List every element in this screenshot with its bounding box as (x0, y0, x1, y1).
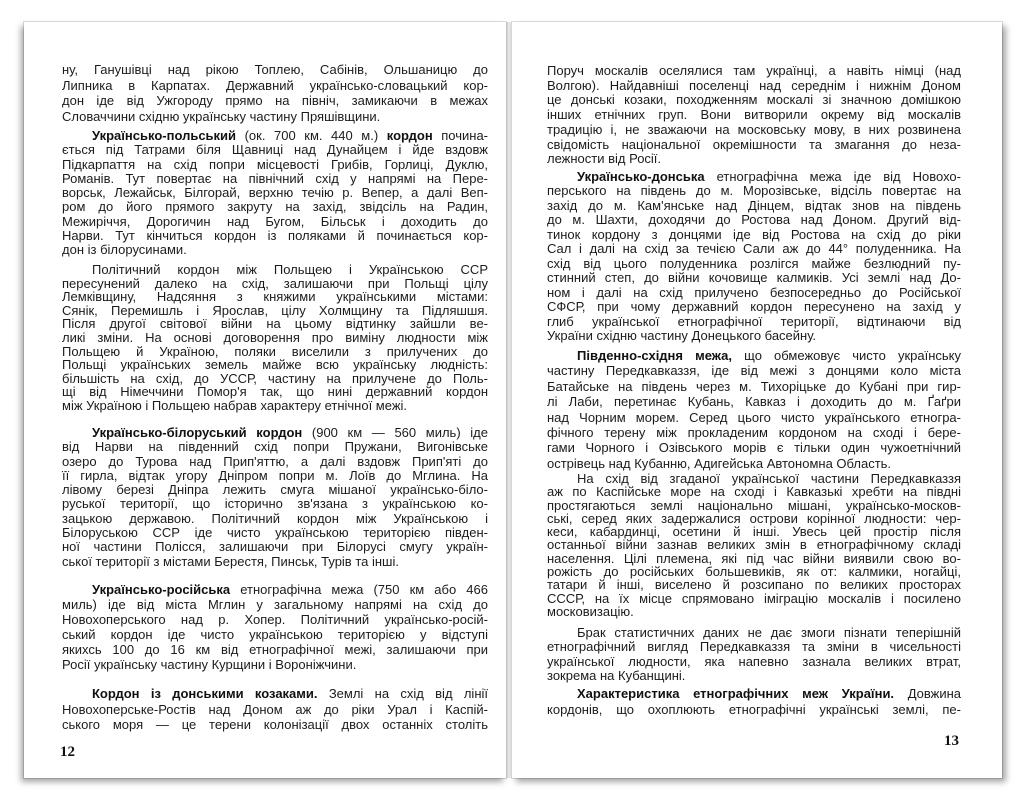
text-line: схід від цього полуденника розлігся майже безлюдний пу- (547, 255, 961, 271)
text-line: над Чорним морем. Серед цього чисто українського етногра- (547, 409, 961, 425)
paragraph (547, 64, 961, 167)
text-line: кордонів, що охоплюють етнографічні українські землі, пе- (547, 702, 961, 717)
paragraph (62, 686, 488, 733)
text-line: Нарви. Тут кінчиться кордон із поляками й починається кор- (62, 227, 488, 243)
text-line: СФСР, при чому державний кордон пересунено на захід у (547, 299, 961, 315)
left-page (24, 22, 506, 778)
text-line: етнографічний вигляд Передкавказзя та зміни в чисельності (547, 639, 961, 655)
text-line (62, 129, 488, 143)
text-line: України східню частину Донецького басейну. (547, 327, 817, 343)
bold-heading-text: Українсько-донська (577, 169, 705, 184)
text-line: СССР, на їх місце спрямовано іміграцію москалів і посилено (547, 590, 961, 606)
text-line: свідомість національної окремішности та змагання до неза- (547, 136, 961, 152)
bold-heading-text: Кордон із донськими козаками. (92, 686, 318, 701)
text-line: Волгою). Найдавніші поселенці над середнім і нижнім Доном (547, 77, 961, 93)
text-segment: Землі на схід від лінії (317, 686, 488, 701)
bold-heading-text: Південно-східня межа, (577, 348, 733, 363)
text-line (62, 582, 488, 597)
text-segment: етнографічна межа (750 км або 466 (230, 582, 488, 597)
paragraph (547, 626, 961, 683)
paragraph (547, 348, 961, 471)
text-line: інших етнічних груп. Вони витворили окрему від москалів (547, 107, 961, 123)
text-line: Білоруською ССР іде чисто українською територією півден- (62, 525, 488, 541)
text-line: татари й інші, виселено й розсипано по великих просторах (547, 577, 961, 593)
text-line: ром до його прямого закруту на захід, звідсіль на Радин, (62, 199, 488, 215)
text-line: Липника в Карпатах. Державний українсько-словацький кор- (62, 77, 488, 93)
text-line: острівець над Кубанню, Адигейська Автономна Область. (547, 455, 892, 471)
text-line: аж по Каспійське море на сході і Кавказькі хребти на півдні (547, 484, 961, 500)
text-line: це донські козаки, походженням москалі зі значною домішкою (547, 92, 961, 108)
text-line: ється під Татрами біля Щавниці над Дунайцем і йде вздовж (62, 142, 488, 158)
text-line: Лемківщину, Надсяння з княжими українськими містами: (62, 289, 488, 305)
text-line: ної частини Полісся, залишаючи при Білорусі смугу україн- (62, 539, 488, 555)
text-line: кеси, кабардинці, осетини й інші. Увесь цей простір після (547, 524, 961, 540)
text-line (547, 686, 961, 702)
text-segment: почина- (432, 128, 488, 143)
text-segment: (ок. 700 км. 440 м.) (236, 128, 387, 143)
bold-heading-text: Українсько-російська (92, 582, 231, 597)
text-line: до м. Шахти, доходячи до Ростова над Доном. Другий від- (547, 212, 961, 228)
text-line: Після другої світової війни на цьому відтинку зайшли ве- (62, 316, 488, 332)
text-line: пересунений далеко на схід, залишаючи при Польщі цілу (62, 275, 488, 291)
text-line: ну, Ганушівці над рікою Топлею, Сабінів, Ольшаницю до (62, 62, 488, 77)
text-line: ські, серед яких задержалися острови корінної людности: чер- (547, 510, 961, 526)
text-line: ликі зміни. На основі договорення про виміну людности між (62, 329, 488, 345)
text-line: більшість на схід, до УССР, частину на прилучене до Поль- (62, 370, 488, 386)
text-line: традицію і, не зважаючи на московську мову, в них розвинена (547, 121, 961, 137)
text-line: Межиріччя, Дорогичин над Бугом, Більськ і доходить до (62, 213, 488, 229)
text-line: Поруч москалів оселялися там українці, а навіть німці (над (547, 63, 961, 78)
text-line: ном і далі на схід прилучено безпосередньо до Російської (547, 284, 961, 300)
text-line: перського на південь до м. Морозівське, відсіль повертає на (547, 183, 961, 199)
text-line: простягаються землі національно мішані, українсько-москов- (547, 497, 961, 513)
text-line: української людности, яка напевно зазнала великих втрат, (547, 653, 961, 669)
text-line: тинок кордону з донцями іде від Ростова на схід до ріки (547, 226, 961, 242)
text-line: зокрема на Кубанщині. (547, 667, 686, 683)
right-page (512, 22, 1002, 778)
bold-heading-text: Українсько-білоруський кордон (92, 425, 303, 440)
paragraph (62, 129, 488, 257)
text-line: гами Чорного і Озівського морів є тільки один чужоетнічний (547, 440, 961, 456)
text-line: дон із білорусинами. (62, 242, 187, 257)
text-line: фічного терену між прокладеним кордоном на сході і бере- (547, 425, 961, 441)
text-line (547, 348, 961, 363)
paragraph (62, 582, 488, 672)
text-line: Романів. Тут повертає на північний схід у напрямі на Пере- (62, 170, 488, 186)
text-line: Підкарпаття на схід попри місцевості Грибів, Горлиці, Дуклю, (62, 156, 488, 172)
page-number: 12 (60, 744, 75, 760)
text-line: рожість до російських большевиків, як от: калмики, ногайці, (547, 564, 961, 580)
text-line: ської території з містами Берестя, Пинськ, Турів та інші. (62, 553, 399, 569)
text-segment: (900 км — 560 миль) іде (302, 425, 488, 440)
text-line: лежности від Росії. (547, 151, 662, 167)
paragraph (62, 263, 488, 413)
text-line: зацькою державою. Політичний кордон між Українською і (62, 510, 488, 526)
text-line: Новохоперське-Ростів над Доном аж до ріки Урал і Каспій- (62, 701, 488, 717)
text-line: ворськ, Лежайськ, Білгорай, верхню течію р. Вепер, а далі Веп- (62, 185, 488, 200)
text-line: лівому березі Дніпра лежить смуга мішаної українсько-біло- (62, 482, 488, 498)
text-line: Новохоперського над р. Хопер. Політичний українсько-росій- (62, 612, 488, 627)
text-line: озеро до Турова над Прип'яттю, а далі вздовж Прип'яті до (62, 453, 488, 469)
text-line: захід до м. Кам'янське над Дінцем, відтак знов на південь (547, 197, 961, 213)
text-line: останньої війни зазнав великих змін в етнографічному складі (547, 537, 961, 553)
text-line: ський кордон іде чисто українською територією у відступі (62, 627, 488, 642)
text-line: Польщею й Україною, поляки виселили з прилучених до (62, 343, 488, 359)
text-line: населення. Цілі племена, які під час війни виявили свою во- (547, 550, 961, 566)
paragraph (62, 426, 488, 569)
text-line: стинний степ, до війни кочовище калмиків. Усі землі над До- (547, 270, 961, 286)
paragraph (547, 686, 961, 718)
text-segment: що обмежовує чисто українську (732, 348, 962, 363)
text-line: Словаччини східню українську частину Пряшівщини. (62, 108, 381, 124)
paragraph (547, 472, 961, 618)
text-line: Сал і далі на схід за течією Сали аж до 44° полуденника. На (547, 241, 961, 257)
bold-heading-text: Українсько-польський (92, 128, 237, 143)
page-number: 13 (944, 733, 959, 749)
bold-heading-text: кордон (386, 128, 433, 143)
text-line: дон іде від Ужгороду прямо на північ, замикаючи в межах (62, 93, 488, 108)
text-line: глиб української етнографічної території, відтинаючи від (547, 313, 961, 329)
text-line: московизацію. (547, 603, 634, 619)
text-line: ського моря — це терени колонізації двох останніх століть (62, 717, 488, 732)
bold-heading-text: Характеристика етнографічних меж України. (577, 686, 895, 701)
text-line: Брак статистичних даних не дає змоги пізнати теперішній (577, 625, 961, 640)
text-line: руської території, що історично зв'язана з українською ко- (62, 496, 488, 512)
text-line (62, 686, 488, 702)
text-line: лі Лаби, перетинає Кубань, Кавказ і доходить до м. Ґаґри (547, 394, 961, 410)
text-line: якихсь 100 до 16 км від етнографічної межі, залишаючи при (62, 642, 488, 657)
text-line: На схід від згаданої української частини Передкавказзя (577, 471, 961, 486)
text-line (62, 426, 488, 440)
paragraph (547, 170, 961, 343)
text-line: щі від Німеччини Помор'я так, що нині державний кордон (62, 384, 488, 400)
text-line: між Україною і Польщею набрав характеру етнічної межі. (62, 397, 408, 413)
text-line: Політичний кордон між Польщею і Українською ССР (92, 262, 488, 277)
text-line: Росії українську частину Курщини і Вороніжчини. (62, 657, 357, 672)
text-line: Батайське на південь через м. Тихоріцьке до Кубані при гир- (547, 378, 961, 394)
text-line: від Нарви на південний схід попри Пружани, Вигонівське (62, 439, 488, 455)
text-line: її гирла, відтак угору Дніпром попри м. Лоїв до Мглина. На (62, 467, 488, 483)
text-line: частину Передкавказзя, іде від межі з донцями коло міста (547, 363, 961, 379)
text-line (547, 170, 961, 184)
text-line: Польщі українських земель майже всю українську людність: (62, 357, 488, 373)
text-segment: Довжина (894, 686, 961, 701)
paragraph (62, 62, 488, 124)
text-line: Сянік, Перемишль і Ярослав, цілу Холмщину та Підляшшя. (62, 302, 488, 318)
text-line: миль) іде від міста Мглин у загальному напрямі на схід до (62, 597, 488, 612)
text-segment: етнографічна межа іде від Новохо- (704, 169, 961, 184)
